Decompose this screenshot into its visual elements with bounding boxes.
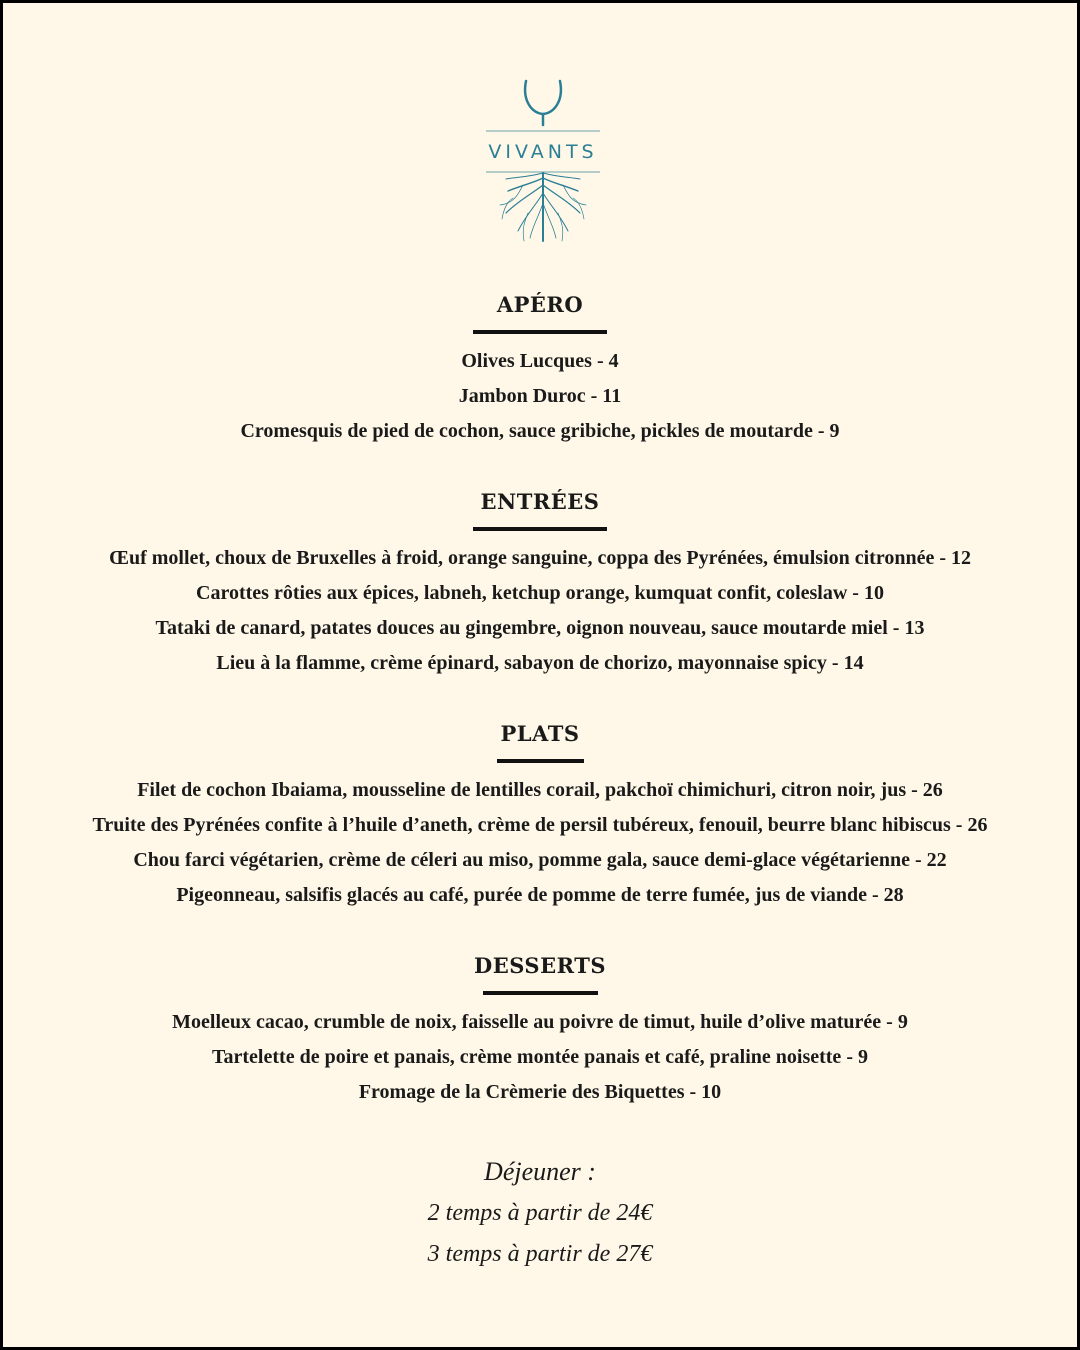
menu-item: Jambon Duroc - 11	[458, 385, 622, 407]
menu-item: Pigeonneau, salsifis glacés au café, purée de pomme de terre fumée, jus de viande - 28	[176, 884, 904, 906]
wine-glass-icon	[525, 81, 561, 125]
menu-item: Olives Lucques - 4	[461, 350, 619, 372]
lunch-option: 2 temps à partir de 24€	[427, 1200, 653, 1226]
menu-item: Fromage de la Crèmerie des Biquettes - 10	[358, 1081, 722, 1103]
menu-item: Tartelette de poire et panais, crème montée panais et café, praline noisette - 9	[212, 1046, 868, 1068]
menu-item: Lieu à la flamme, crème épinard, sabayon de chorizo, mayonnaise spicy - 14	[216, 652, 864, 674]
menu-item: Œuf mollet, choux de Bruxelles à froid, orange sanguine, coppa des Pyrénées, émulsion citronnée - 12	[108, 547, 971, 569]
menu-page	[3, 3, 1077, 1347]
roots-icon	[500, 173, 586, 241]
menu-item: Moelleux cacao, crumble de noix, faisselle au poivre de timut, huile d’olive maturée - 9	[172, 1011, 908, 1033]
section-divider	[497, 759, 584, 763]
lunch-title: Déjeuner :	[484, 1157, 596, 1186]
logo-wordmark: VIVANTS	[488, 141, 598, 163]
lunch-offer	[3, 1151, 1077, 1275]
vivants-logo	[478, 73, 608, 248]
section-title-desserts: DESSERTS	[474, 953, 606, 978]
menu-item: Chou farci végétarien, crème de céleri au miso, pomme gala, sauce demi-glace végétarienne - 22	[133, 849, 947, 871]
section-title-apero: APÉRO	[496, 292, 584, 317]
lunch-option: 3 temps à partir de 27€	[427, 1241, 653, 1267]
section-title-entrees: ENTRÉES	[480, 489, 600, 514]
section-title-plats: PLATS	[500, 721, 580, 746]
section-plats	[3, 719, 1077, 913]
menu-item: Cromesquis de pied de cochon, sauce gribiche, pickles de moutarde - 9	[240, 420, 840, 442]
section-apero	[3, 290, 1077, 449]
menu-item: Filet de cochon Ibaiama, mousseline de lentilles corail, pakchoï chimichuri, citron noir, jus - 26	[137, 779, 943, 801]
menu-item: Carottes rôties aux épices, labneh, ketchup orange, kumquat confit, coleslaw - 10	[196, 582, 884, 604]
section-divider	[483, 991, 598, 995]
section-desserts	[3, 951, 1077, 1110]
section-divider	[473, 330, 607, 334]
section-entrees	[3, 487, 1077, 681]
menu-item: Truite des Pyrénées confite à l’huile d’aneth, crème de persil tubéreux, fenouil, beurre blanc hibiscus - 26	[92, 814, 988, 836]
menu-item: Tataki de canard, patates douces au gingembre, oignon nouveau, sauce moutarde miel - 13	[155, 617, 925, 639]
section-divider	[473, 527, 607, 531]
